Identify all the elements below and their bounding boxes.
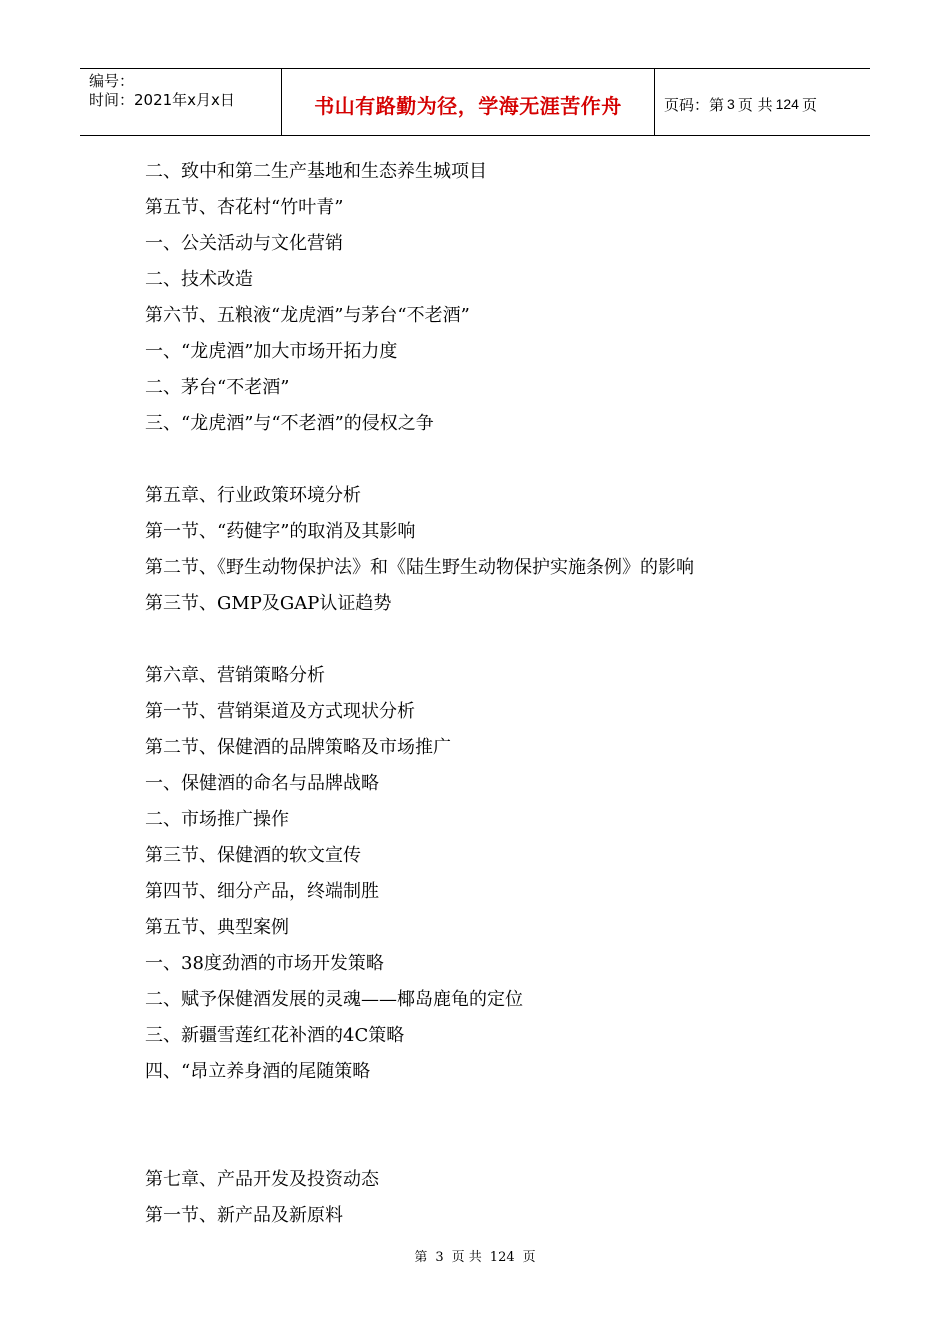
toc-line: 第六节、五粮液“龙虎酒”与茅台“不老酒” [145,305,470,326]
toc-group-c [145,658,865,1090]
document-time-label: 时间：2021年x月x日 [89,91,235,109]
toc-group-d [145,1162,865,1234]
footer-page-current: 3 [435,1250,444,1265]
header-page-mid: 页 共 [737,95,773,114]
header-motto: 书山有路勤为径，学海无涯苦作舟 [314,93,622,118]
page-footer [0,1246,950,1265]
toc-line: 第二节、《野生动物保护法》和《陆生野生动物保护实施条例》的影响 [145,557,694,578]
spacer [145,622,865,658]
toc-line: 第六章、营销策略分析 [145,665,325,686]
toc-group-b [145,478,865,622]
toc-line: 一、38度劲酒的市场开发策略 [145,953,384,974]
toc-content [145,154,865,1234]
header-page-prefix: 页码：第 [664,95,725,114]
spacer [145,442,865,478]
header-page-suffix: 页 [801,95,817,114]
toc-line: 三、新疆雪莲红花补酒的4C策略 [145,1025,405,1046]
toc-line: 第五节、杏花村“竹叶青” [145,197,344,218]
toc-line: 第一节、“药健字”的取消及其影响 [145,521,416,542]
toc-line: 二、赋予保健酒发展的灵魂——椰岛鹿龟的定位 [145,989,523,1010]
toc-line: 第一节、营销渠道及方式现状分析 [145,701,415,722]
toc-line: 二、茅台“不老酒” [145,377,290,398]
toc-line: 一、“龙虎酒”加大市场开拓力度 [145,341,398,362]
footer-suffix: 页 [522,1250,536,1265]
toc-line: 三、“龙虎酒”与“不老酒”的侵权之争 [145,413,434,434]
header-meta [80,69,282,135]
toc-line: 第四节、细分产品，终端制胜 [145,881,379,902]
toc-line: 一、保健酒的命名与品牌战略 [145,773,379,794]
footer-mid: 页 共 [451,1250,482,1265]
footer-page-total: 124 [489,1250,515,1265]
toc-line: 一、公关活动与文化营销 [145,233,343,254]
header-page-total: 124 [775,96,799,112]
page-header [80,68,870,136]
toc-group-a [145,154,865,442]
document-number-label: 编号： [89,72,135,90]
header-motto-cell [282,69,655,135]
toc-line: 第七章、产品开发及投资动态 [145,1169,379,1190]
toc-line: 第五章、行业政策环境分析 [145,485,361,506]
header-page-current: 3 [727,96,735,112]
footer-prefix: 第 [414,1250,428,1265]
header-page-info [655,69,870,135]
toc-line: 第五节、典型案例 [145,917,289,938]
toc-line: 二、技术改造 [145,269,253,290]
toc-line: 第二节、保健酒的品牌策略及市场推广 [145,737,451,758]
toc-line: 第一节、新产品及新原料 [145,1205,343,1226]
toc-line: 四、“昂立养身酒的尾随策略 [145,1061,371,1082]
toc-line: 二、市场推广操作 [145,809,289,830]
toc-line: 二、致中和第二生产基地和生态养生城项目 [145,161,487,182]
spacer [145,1090,865,1162]
toc-line: 第三节、GMP及GAP认证趋势 [145,593,392,614]
toc-line: 第三节、保健酒的软文宣传 [145,845,361,866]
